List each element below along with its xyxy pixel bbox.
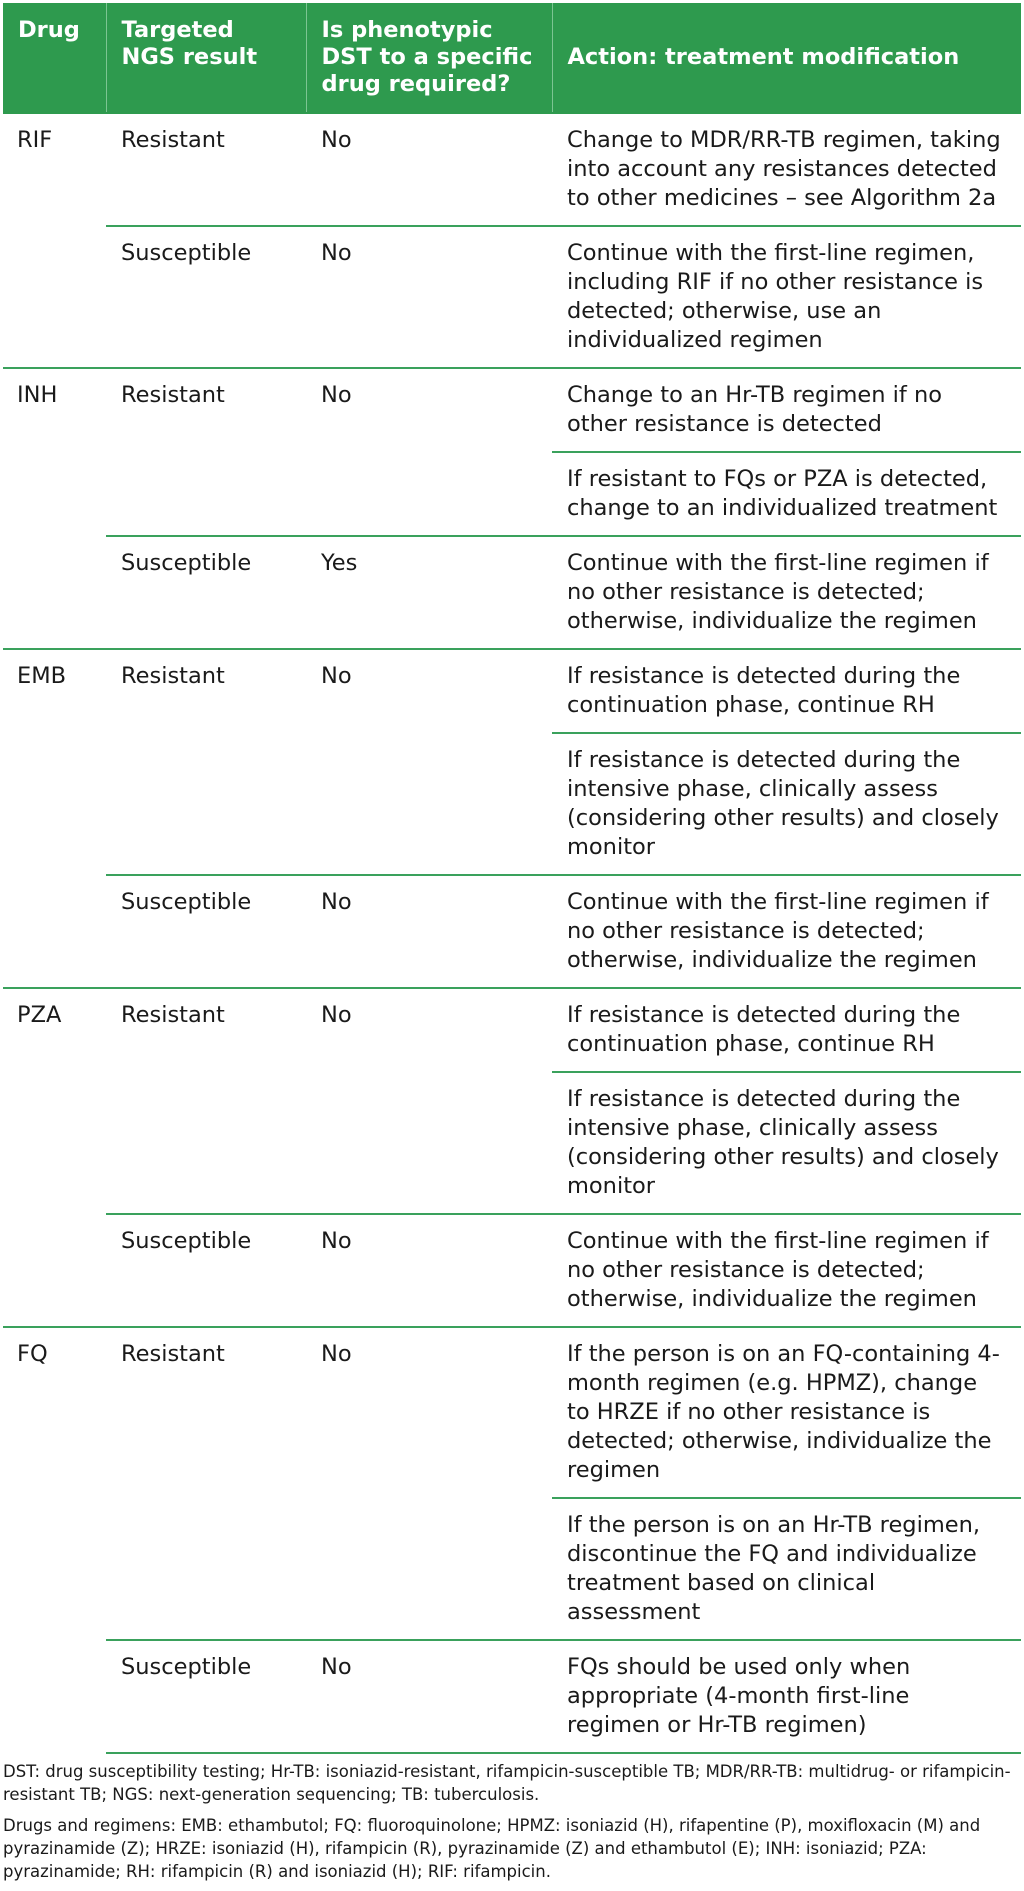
dst-required-cell: No — [306, 988, 552, 1214]
action-cell: FQs should be used only when appropriate (4-month first-line regimen or Hr-TB regimen) — [552, 1640, 1021, 1753]
ngs-result-cell: Susceptible — [106, 1640, 306, 1753]
action-cell: If the person is on an Hr-TB regimen, discontinue the FQ and individualize treatment based on clinical assessment — [552, 1498, 1021, 1640]
abbreviations-note: DST: drug susceptibility testing; Hr-TB: isoniazid-resistant, rifampicin-susceptible TB; MDR/RR-TB: multidrug- or rifampicin-resistant TB; NGS: next-generation sequencing; TB: tuberculosis. — [3, 1762, 1011, 1804]
ngs-result-cell: Resistant — [106, 1327, 306, 1640]
treatment-table — [3, 3, 1021, 1754]
table-header-row — [3, 3, 1021, 113]
ngs-result-cell: Resistant — [106, 368, 306, 536]
header-ngs-result: Targeted NGS result — [106, 3, 306, 113]
document — [3, 3, 1021, 1891]
drug-cell: INH — [3, 368, 106, 649]
action-cell: Continue with the first-line regimen if no other resistance is detected; otherwise, individualize the regimen — [552, 536, 1021, 649]
table-row — [3, 536, 1021, 649]
ngs-result-cell: Susceptible — [106, 875, 306, 988]
action-cell: If resistance is detected during the continuation phase, continue RH — [552, 988, 1021, 1072]
table-row — [3, 875, 1021, 988]
table-row — [3, 226, 1021, 368]
action-cell: If resistance is detected during the intensive phase, clinically assess (considering other results) and closely monitor — [552, 1072, 1021, 1214]
action-cell: Continue with the first-line regimen if no other resistance is detected; otherwise, individualize the regimen — [552, 1214, 1021, 1327]
action-cell: Change to an Hr-TB regimen if no other resistance is detected — [552, 368, 1021, 452]
table-row — [3, 113, 1021, 226]
action-cell: Continue with the first-line regimen, including RIF if no other resistance is detected; otherwise, use an individualized regimen — [552, 226, 1021, 368]
dst-required-cell: No — [321, 127, 352, 153]
table-row — [3, 1640, 1021, 1753]
dst-required-cell: No — [306, 226, 552, 368]
action-cell: If the person is on an FQ-containing 4-month regimen (e.g. HPMZ), change to HRZE if no other resistance is detected; otherwise, individualize the regimen — [552, 1327, 1021, 1498]
table-footnotes — [3, 1754, 1021, 1883]
action-cell: If resistance is detected during the continuation phase, continue RH — [552, 649, 1021, 733]
action-cell: Change to MDR/RR-TB regimen, taking into account any resistances detected to other medicines – see Algorithm 2a — [567, 127, 1001, 211]
dst-required-cell: Yes — [306, 536, 552, 649]
table-row — [3, 1327, 1021, 1498]
action-cell: Continue with the first-line regimen if no other resistance is detected; otherwise, individualize the regimen — [552, 875, 1021, 988]
action-cell: If resistant to FQs or PZA is detected, change to an individualized treatment — [552, 452, 1021, 536]
drug-cell: RIF — [17, 127, 53, 153]
drugs-regimens-note: Drugs and regimens: EMB: ethambutol; FQ: fluoroquinolone; HPMZ: isoniazid (H), rifapentine (P), moxifloxacin (M) and pyrazinamide (Z); HRZE: isoniazid (H), rifampicin (R), pyrazinamide (Z) and ethambutol (E); INH: isoniazid; PZA: pyrazinamide; RH: rifampicin (R) and isoniazid (H); RIF: rifampicin. — [3, 1816, 981, 1881]
dst-required-cell: No — [306, 1214, 552, 1327]
ngs-result-cell: Resistant — [106, 988, 306, 1214]
dst-required-cell: No — [306, 1640, 552, 1753]
table-row — [3, 988, 1021, 1072]
table-row — [3, 649, 1021, 733]
ngs-result-cell: Susceptible — [106, 226, 306, 368]
dst-required-cell: No — [306, 368, 552, 536]
ngs-result-cell: Susceptible — [106, 536, 306, 649]
drug-cell: EMB — [3, 649, 106, 988]
ngs-result-cell: Resistant — [106, 649, 306, 875]
ngs-result-cell: Resistant — [121, 127, 225, 153]
action-cell: If resistance is detected during the intensive phase, clinically assess (considering other results) and closely monitor — [552, 733, 1021, 875]
ngs-result-cell: Susceptible — [106, 1214, 306, 1327]
header-drug: Drug — [3, 3, 106, 113]
drug-cell: FQ — [3, 1327, 106, 1753]
dst-required-cell: No — [306, 875, 552, 988]
dst-required-cell: No — [306, 649, 552, 875]
table-row — [3, 1214, 1021, 1327]
drug-cell: PZA — [3, 988, 106, 1327]
dst-required-cell: No — [306, 1327, 552, 1640]
table-row — [3, 368, 1021, 452]
header-action: Action: treatment modification — [552, 3, 1021, 113]
header-phenotypic-dst: Is phenotypic DST to a specific drug required? — [306, 3, 552, 113]
